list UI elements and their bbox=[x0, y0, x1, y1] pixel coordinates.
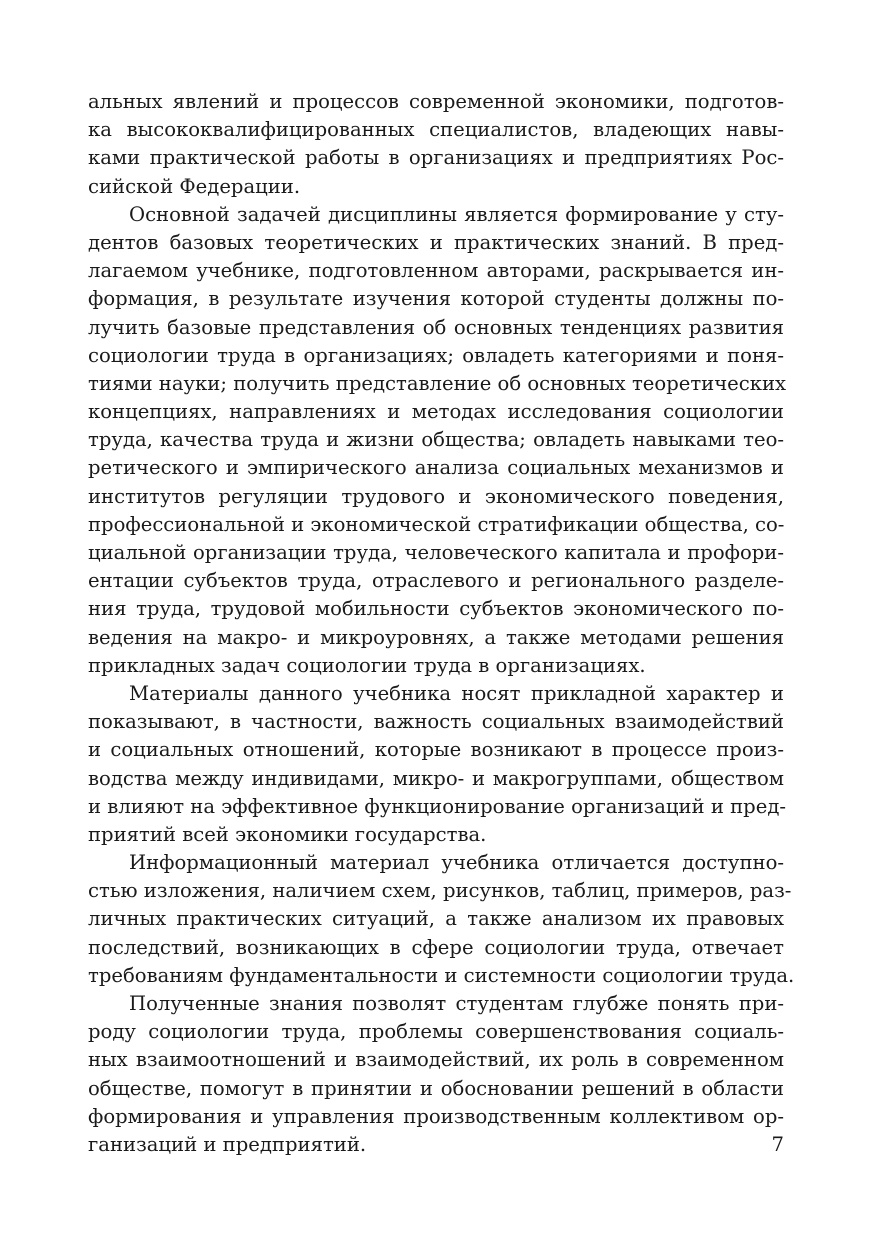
text-line: и социальных отношений, которые возникают в процессе произ- bbox=[88, 738, 784, 762]
text-line: концепциях, направлениях и методах исследования социологии bbox=[88, 400, 784, 424]
text-line: циальной организации труда, человеческого капитала и профори- bbox=[88, 541, 784, 564]
text-line: последствий, возникающих в сфере социологии труда, отвечает bbox=[88, 935, 784, 959]
text-line: труда, качества труда и жизни общества; овладеть навыками тео- bbox=[88, 428, 784, 452]
body-text bbox=[88, 88, 795, 1159]
text-line: ния труда, трудовой мобильности субъектов экономического по- bbox=[88, 597, 784, 621]
text-line: требованиям фундаментальности и системности социологии труда. bbox=[88, 963, 795, 987]
text-line: приятий всей экономики государства. bbox=[88, 822, 487, 846]
text-line: ных взаимоотношений и взаимодействий, их роль в современном bbox=[88, 1048, 784, 1072]
text-line: профессиональной и экономической стратификации общества, со- bbox=[88, 512, 785, 536]
text-line: личных практических ситуаций, а также анализом их правовых bbox=[88, 907, 784, 931]
text-line: сийской Федерации. bbox=[88, 174, 301, 198]
page-number: 7 bbox=[771, 1133, 784, 1156]
paragraph bbox=[88, 990, 784, 1159]
text-line: роду социологии труда, проблемы совершенствования социаль- bbox=[88, 1020, 784, 1044]
paragraph bbox=[88, 88, 784, 201]
text-line: социологии труда в организациях; овладеть категориями и поня- bbox=[88, 343, 784, 367]
paragraph bbox=[88, 680, 787, 849]
text-line: лагаемом учебнике, подготовленном авторами, раскрывается ин- bbox=[88, 259, 784, 283]
text-line: Полученные знания позволят студентам глубже понять при- bbox=[129, 992, 784, 1015]
text-line: ганизаций и предприятий. bbox=[88, 1132, 367, 1156]
text-line: ка высококвалифицированных специалистов, владеющих навы- bbox=[88, 118, 784, 142]
paragraph bbox=[88, 201, 787, 680]
text-line: и влияют на эффективное функционирование организаций и пред- bbox=[88, 794, 787, 818]
text-line: лучить базовые представления об основных тенденциях развития bbox=[88, 315, 784, 339]
text-line: ретического и эмпирического анализа социальных механизмов и bbox=[88, 456, 784, 480]
text-line: Основной задачей дисциплины является формирование у сту- bbox=[129, 202, 784, 226]
text-line: прикладных задач социологии труда в организациях. bbox=[88, 653, 646, 677]
text-line: обществе, помогут в принятии и обосновании решений в области bbox=[88, 1076, 784, 1100]
text-line: дентов базовых теоретических и практических знаний. В пред- bbox=[88, 230, 784, 254]
text-line: тиями науки; получить представление об основных теоретических bbox=[88, 371, 787, 395]
text-line: показывают, в частности, важность социальных взаимодействий bbox=[88, 710, 784, 734]
paragraph bbox=[88, 849, 795, 990]
text-line: альных явлений и процессов современной экономики, подготов- bbox=[88, 90, 784, 113]
text-line: Материалы данного учебника носят прикладной характер и bbox=[129, 681, 784, 705]
text-line: ентации субъектов труда, отраслевого и регионального разделе- bbox=[88, 569, 784, 593]
text-line: формирования и управления производственным коллективом ор- bbox=[88, 1104, 784, 1128]
text-line: ведения на макро- и микроуровнях, а также методами решения bbox=[88, 625, 784, 649]
text-line: водства между индивидами, микро- и макрогруппами, обществом bbox=[88, 766, 784, 790]
text-line: ками практической работы в организациях и предприятиях Рос- bbox=[88, 146, 784, 170]
text-line: стью изложения, наличием схем, рисунков, таблиц, примеров, раз- bbox=[88, 879, 792, 903]
text-line: формация, в результате изучения которой студенты должны по- bbox=[88, 287, 784, 311]
text-line: Информационный материал учебника отличается доступно- bbox=[129, 851, 784, 875]
text-line: институтов регуляции трудового и экономического поведения, bbox=[88, 484, 784, 508]
